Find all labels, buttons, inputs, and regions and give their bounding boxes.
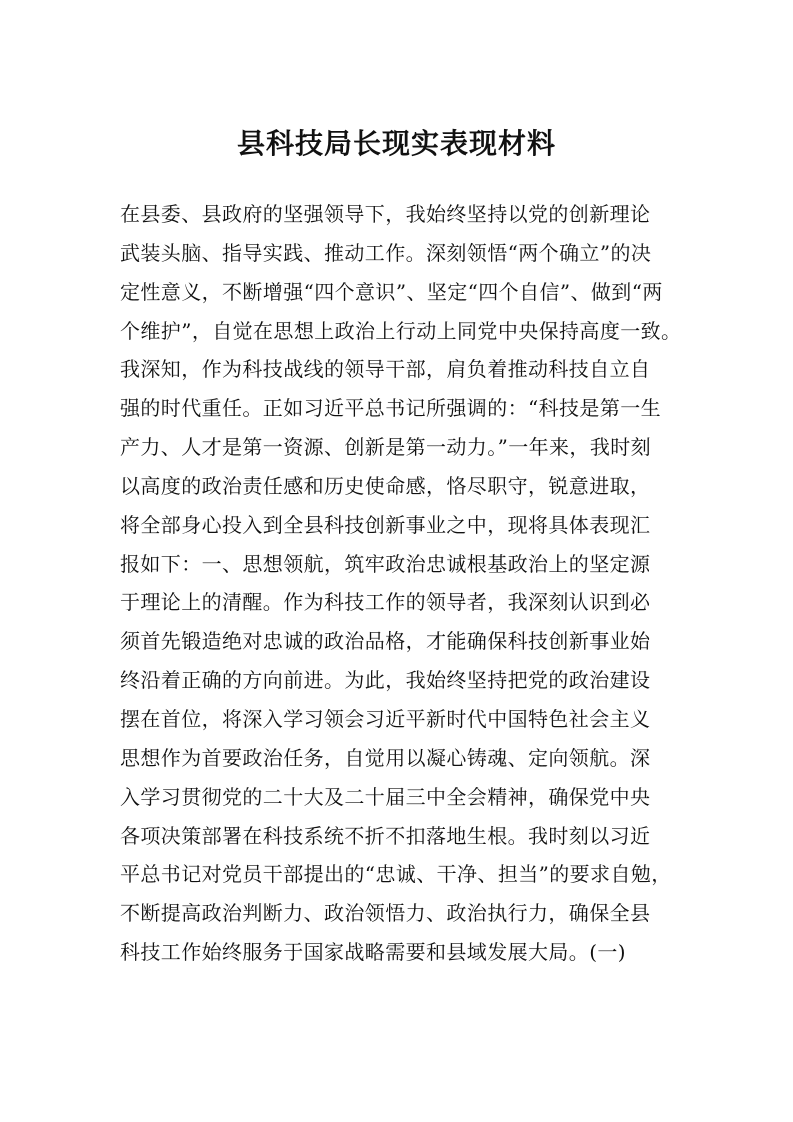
body-line: 强的时代重任。正如习近平总书记所强调的：“科技是第一生: [120, 396, 662, 421]
document-title: 县科技局长现实表现材料: [236, 127, 556, 160]
body-line: 我深知，作为科技战线的领导干部，肩负着推动科技自立自: [120, 357, 651, 382]
body-line: 各项决策部署在科技系统不折不扣落地生根。我时刻以习近: [120, 823, 651, 848]
body-line: 平总书记对党员干部提出的“忠诚、干净、担当”的要求自勉，: [120, 862, 672, 887]
body-line: 武装头脑、指导实践、推动工作。深刻领悟“两个确立”的决: [120, 240, 652, 265]
body-line: 产力、人才是第一资源、创新是第一动力。”一年来，我时刻: [120, 435, 652, 460]
body-line: 于理论上的清醒。作为科技工作的领导者，我深刻认识到必: [120, 590, 651, 615]
body-line: 科技工作始终服务于国家战略需要和县域发展大局。(一): [120, 940, 627, 965]
body-line: 思想作为首要政治任务，自觉用以凝心铸魂、定向领航。深: [120, 745, 651, 770]
body-line: 在县委、县政府的坚强领导下，我始终坚持以党的创新理论: [120, 202, 651, 226]
body-line: 定性意义，不断增强“四个意识”、坚定“四个自信”、做到“两: [120, 279, 663, 304]
body-line: 将全部身心投入到全县科技创新事业之中，现将具体表现汇: [120, 512, 651, 537]
body-line: 摆在首位，将深入学习领会习近平新时代中国特色社会主义: [120, 706, 651, 731]
body-line: 个维护”，自觉在思想上政治上行动上同党中央保持高度一致。: [120, 318, 682, 343]
body-line: 入学习贯彻党的二十大及二十届三中全会精神，确保党中央: [120, 784, 651, 809]
body-line: 不断提高政治判断力、政治领悟力、政治执行力，确保全县: [120, 901, 651, 926]
body-line: 以高度的政治责任感和历史使命感，恪尽职守，锐意进取，: [120, 473, 651, 498]
body-line: 须首先锻造绝对忠诚的政治品格，才能确保科技创新事业始: [120, 629, 651, 654]
document-body: [120, 195, 690, 972]
body-line: 报如下：一、思想领航，筑牢政治忠诚根基政治上的坚定源: [120, 551, 651, 576]
body-line: 终沿着正确的方向前进。为此，我始终坚持把党的政治建设: [120, 668, 651, 693]
